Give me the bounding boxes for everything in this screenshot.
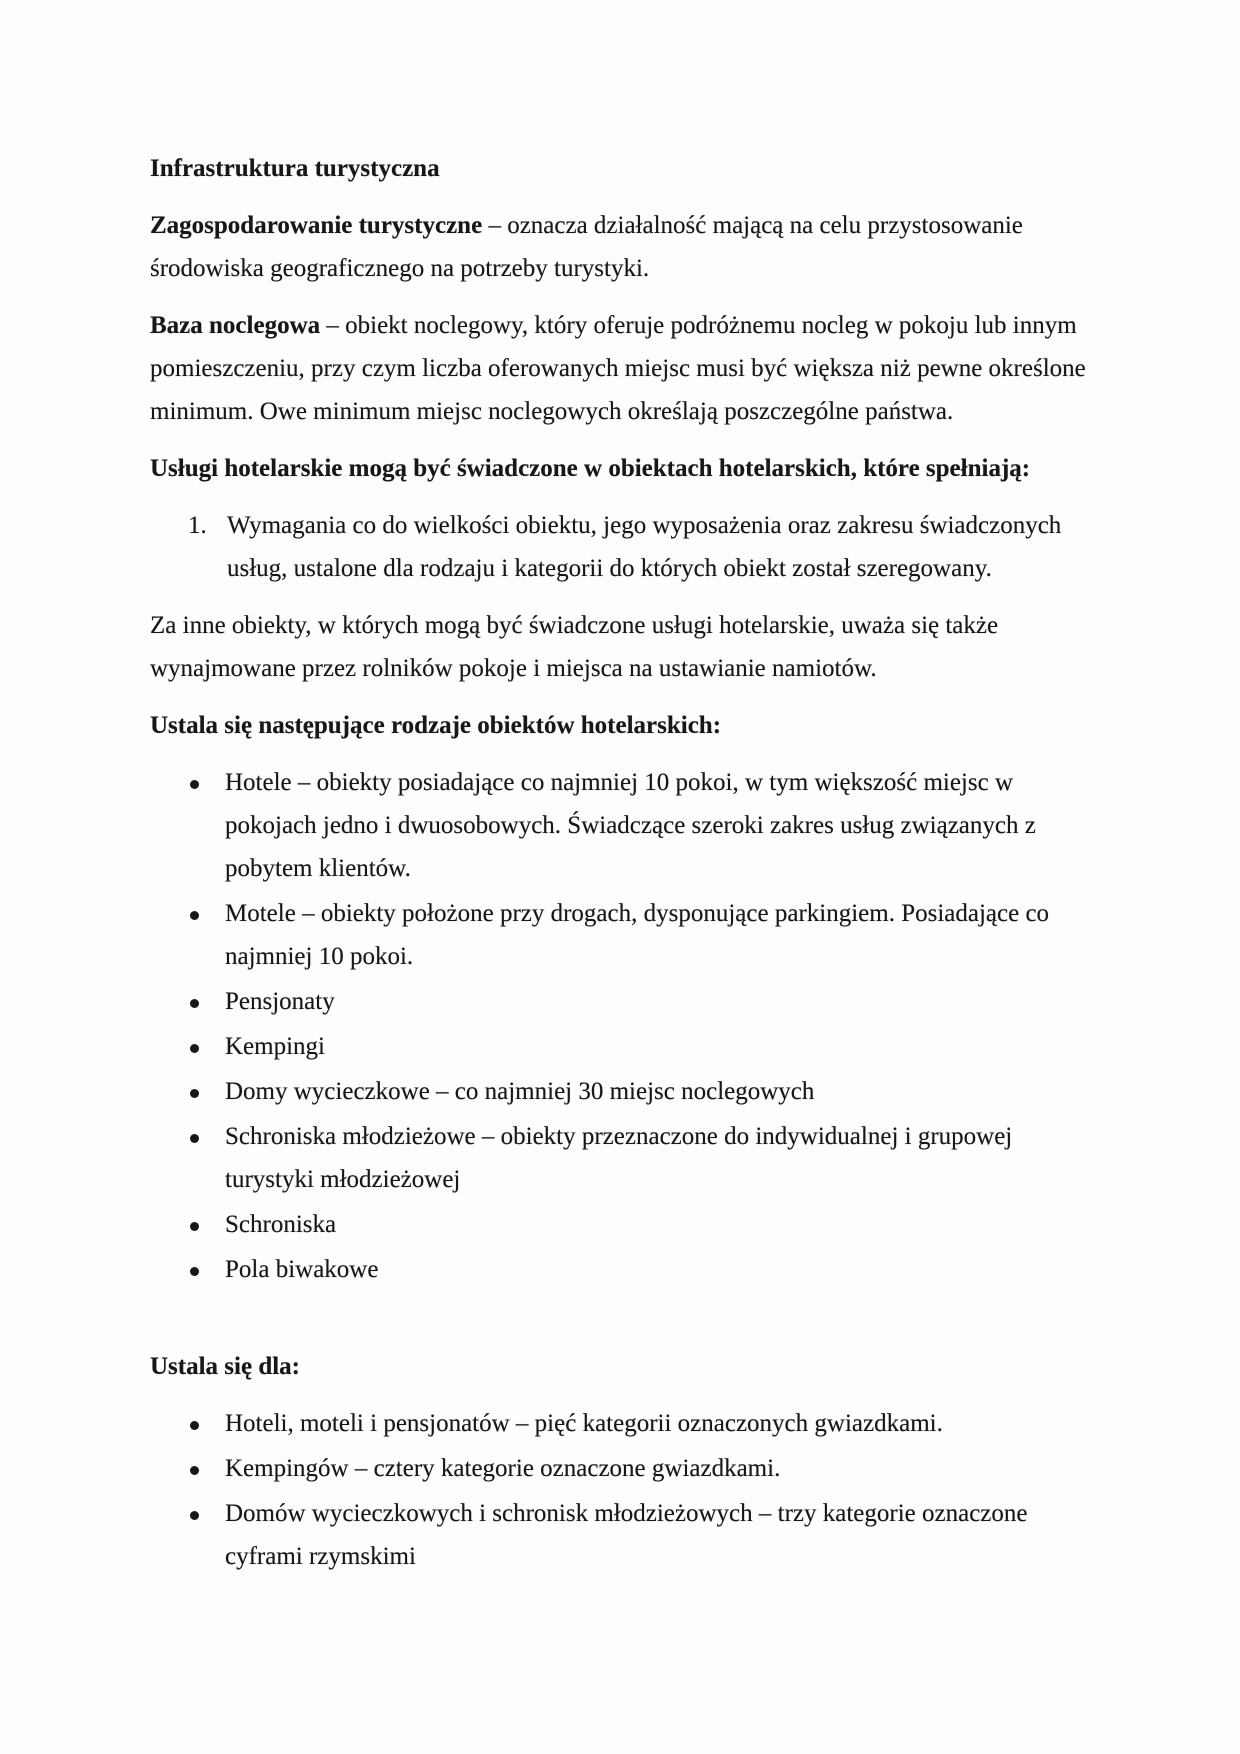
bullet-icon (190, 1511, 199, 1520)
numbered-item-text: Wymagania co do wielkości obiektu, jego wyposażenia oraz zakresu świadczonych usług, ustalone dla rodzaju i kategorii do których obiekt został szeregowany. (227, 512, 1062, 582)
list-item (150, 1447, 1095, 1490)
document-title: Infrastruktura turystyczna (150, 155, 440, 182)
bullet-icon (190, 1222, 199, 1231)
definition-text: – oznacza działalność mającą na celu przystosowanie środowiska geograficznego na potrzeby turystyki. (150, 212, 1023, 282)
blank-line (150, 1305, 1095, 1345)
list-item-text: Schroniska (225, 1211, 337, 1238)
bullet-icon (190, 1089, 199, 1098)
bullet-icon (190, 1267, 199, 1276)
definition-paragraph (150, 204, 1095, 290)
list-item (150, 1115, 1095, 1201)
numbered-list (150, 504, 1095, 590)
bullet-icon (190, 999, 199, 1008)
bullet-icon (190, 1466, 199, 1475)
list-item (150, 1248, 1095, 1291)
bullet-icon (190, 780, 199, 789)
definition-text: – obiekt noclegowy, który oferuje podróżnemu nocleg w pokoju lub innym pomieszczeniu, przy czym liczba oferowanych miejsc musi być większa niż pewne określone minimum. Owe minimum miejsc noclegowych określają poszczególne państwa. (150, 312, 1086, 425)
section-heading-services: Usługi hotelarskie mogą być świadczone w obiektach hotelarskich, które spełniają: (150, 455, 1031, 482)
list-item-text: Motele – obiekty położone przy drogach, dysponujące parkingiem. Posiadające co najmniej 10 pokoi. (225, 900, 1050, 970)
bullet-icon (190, 911, 199, 920)
list-item-text: Pola biwakowe (225, 1256, 379, 1283)
list-item-text: Kempingów – cztery kategorie oznaczone gwiazdkami. (225, 1455, 781, 1482)
list-item-text: Hoteli, moteli i pensjonatów – pięć kategorii oznaczonych gwiazdkami. (225, 1410, 943, 1437)
bullet-icon (190, 1044, 199, 1053)
list-item-text: Pensjonaty (225, 988, 335, 1015)
list-item-text: Hotele – obiekty posiadające co najmniej 10 pokoi, w tym większość miejsc w pokojach jedno i dwuosobowych. Świadczące szeroki zakres usług związanych z pobytem klientów. (225, 769, 1036, 882)
hotel-types-list (150, 761, 1095, 1291)
list-item-text: Schroniska młodzieżowe – obiekty przeznaczone do indywidualnej i grupowej turystyki młodzieżowej (225, 1123, 1013, 1193)
list-item (150, 892, 1095, 978)
list-item (150, 1492, 1095, 1578)
list-item (150, 761, 1095, 890)
numbered-list-item (150, 504, 1095, 590)
definition-paragraph (150, 304, 1095, 433)
list-item-text: Kempingi (225, 1033, 325, 1060)
list-item (150, 980, 1095, 1023)
list-item (150, 1203, 1095, 1246)
list-number-marker: 1. (188, 512, 207, 539)
bullet-icon (190, 1134, 199, 1143)
list-item-text: Domy wycieczkowe – co najmniej 30 miejsc noclegowych (225, 1078, 815, 1105)
definition-term: Zagospodarowanie turystyczne (150, 212, 483, 239)
section-heading-types: Ustala się następujące rodzaje obiektów hotelarskich: (150, 712, 722, 739)
list-item (150, 1025, 1095, 1068)
categories-list (150, 1402, 1095, 1578)
list-item-text: Domów wycieczkowych i schronisk młodzieżowych – trzy kategorie oznaczone cyframi rzymskimi (225, 1500, 1028, 1570)
bullet-icon (190, 1421, 199, 1430)
note-paragraph: Za inne obiekty, w których mogą być świadczone usługi hotelarskie, uważa się także wynajmowane przez rolników pokoje i miejsca na ustawianie namiotów. (150, 612, 999, 682)
definition-term: Baza noclegowa (150, 312, 321, 339)
section-heading-categories: Ustala się dla: (150, 1353, 300, 1380)
list-item (150, 1070, 1095, 1113)
list-item (150, 1402, 1095, 1445)
